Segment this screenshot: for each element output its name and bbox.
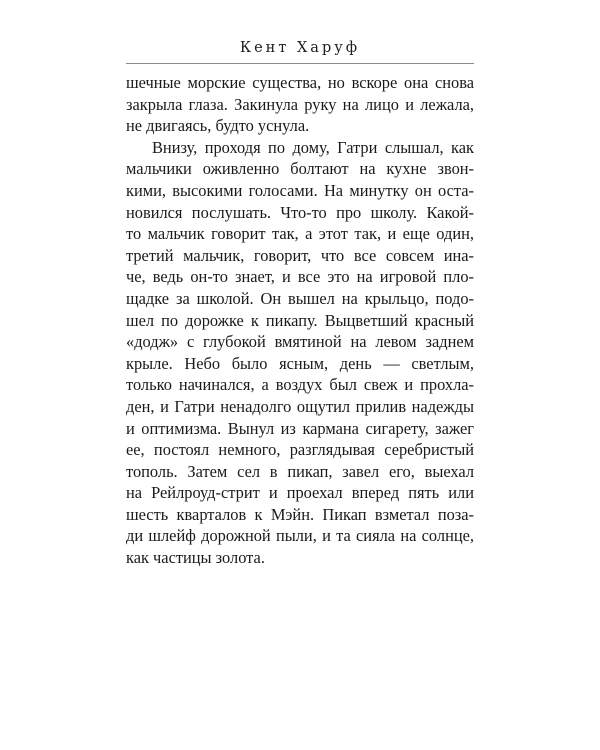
- text-line: новился послушать. Что-то про школу. Какой-: [126, 202, 474, 222]
- text-line: как частицы золота.: [126, 548, 265, 568]
- text-line: шесть кварталов к Мэйн. Пикап взметал поза-: [126, 504, 474, 524]
- text-line: ее, постоял немного, разглядывая серебристый: [126, 440, 474, 460]
- text-line: щадке за школой. Он вышел на крыльцо, подо-: [126, 288, 474, 308]
- text-line: только начинался, а воздух был свеж и прохла-: [126, 375, 474, 395]
- text-line: ден, и Гатри ненадолго ощутил прилив надежды: [126, 396, 474, 416]
- text-line: не двигаясь, будто уснула.: [126, 116, 310, 136]
- text-line: то мальчик говорит так, а этот так, и еще один,: [126, 224, 474, 244]
- running-head-author: Кент Харуф: [239, 40, 361, 56]
- text-line: на Рейлроуд-стрит и проехал вперед пять или: [126, 483, 474, 503]
- text-line: кими, высокими голосами. На минутку он оста-: [126, 180, 474, 200]
- header-rule: [126, 63, 474, 64]
- text-line: ди шлейф дорожной пыли, и та сияла на солнце,: [126, 526, 474, 546]
- text-line: тополь. Затем сел в пикап, завел его, выехал: [126, 461, 474, 481]
- text-line: Внизу, проходя по дому, Гатри слышал, как: [152, 137, 474, 157]
- text-line: и оптимизма. Вынул из кармана сигарету, зажег: [126, 418, 474, 438]
- text-line: шел по дорожке к пикапу. Выцветший красный: [126, 310, 474, 330]
- paragraph: [126, 137, 474, 569]
- text-line: закрыла глаза. Закинула руку на лицо и лежала,: [126, 94, 474, 114]
- text-line: «додж» с глубокой вмятиной на левом заднем: [126, 332, 474, 352]
- text-line: шечные морские существа, но вскоре она снова: [126, 73, 474, 92]
- text-line: че, ведь он-то знает, и все это на игровой пло-: [126, 267, 474, 287]
- text-line: мальчики оживленно болтают на кухне звон-: [126, 159, 474, 179]
- paragraph: [126, 72, 474, 137]
- text-line: третий мальчик, говорит, что все совсем ина-: [126, 245, 474, 265]
- text-line: крыле. Небо было ясным, день — светлым,: [126, 353, 474, 373]
- body-text: [126, 72, 474, 569]
